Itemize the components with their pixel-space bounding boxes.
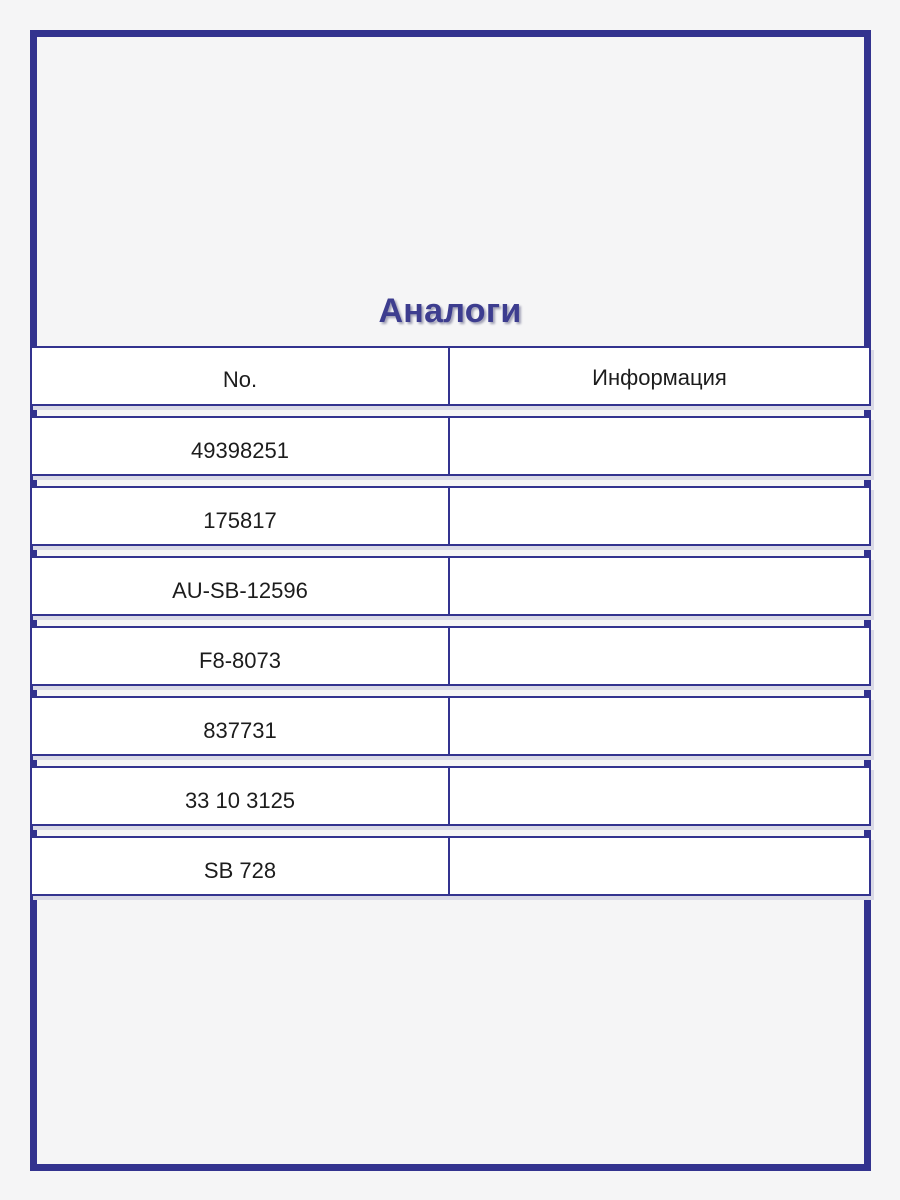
table-row xyxy=(30,416,871,476)
part-number-cell: F8-8073 xyxy=(32,628,450,684)
info-cell xyxy=(450,558,869,614)
info-cell xyxy=(450,488,869,544)
table-row xyxy=(30,556,871,616)
table-row xyxy=(30,766,871,826)
info-cell xyxy=(450,768,869,824)
part-number-cell: 837731 xyxy=(32,698,450,754)
part-number-cell: AU-SB-12596 xyxy=(32,558,450,614)
part-number-cell: 33 10 3125 xyxy=(32,768,450,824)
info-cell xyxy=(450,628,869,684)
part-number-cell: SB 728 xyxy=(32,838,450,894)
column-header-no: No. xyxy=(32,348,450,404)
page-title: Аналоги xyxy=(378,292,522,330)
column-header-info: Информация xyxy=(592,365,727,390)
analogs-table xyxy=(30,346,871,896)
part-number-cell: 49398251 xyxy=(32,418,450,474)
info-cell xyxy=(450,838,869,894)
part-number-cell: 175817 xyxy=(32,488,450,544)
table-row xyxy=(30,836,871,896)
info-cell xyxy=(450,418,869,474)
table-header-row xyxy=(30,346,871,406)
table-row xyxy=(30,696,871,756)
table-row xyxy=(30,486,871,546)
table-row xyxy=(30,626,871,686)
info-cell xyxy=(450,698,869,754)
